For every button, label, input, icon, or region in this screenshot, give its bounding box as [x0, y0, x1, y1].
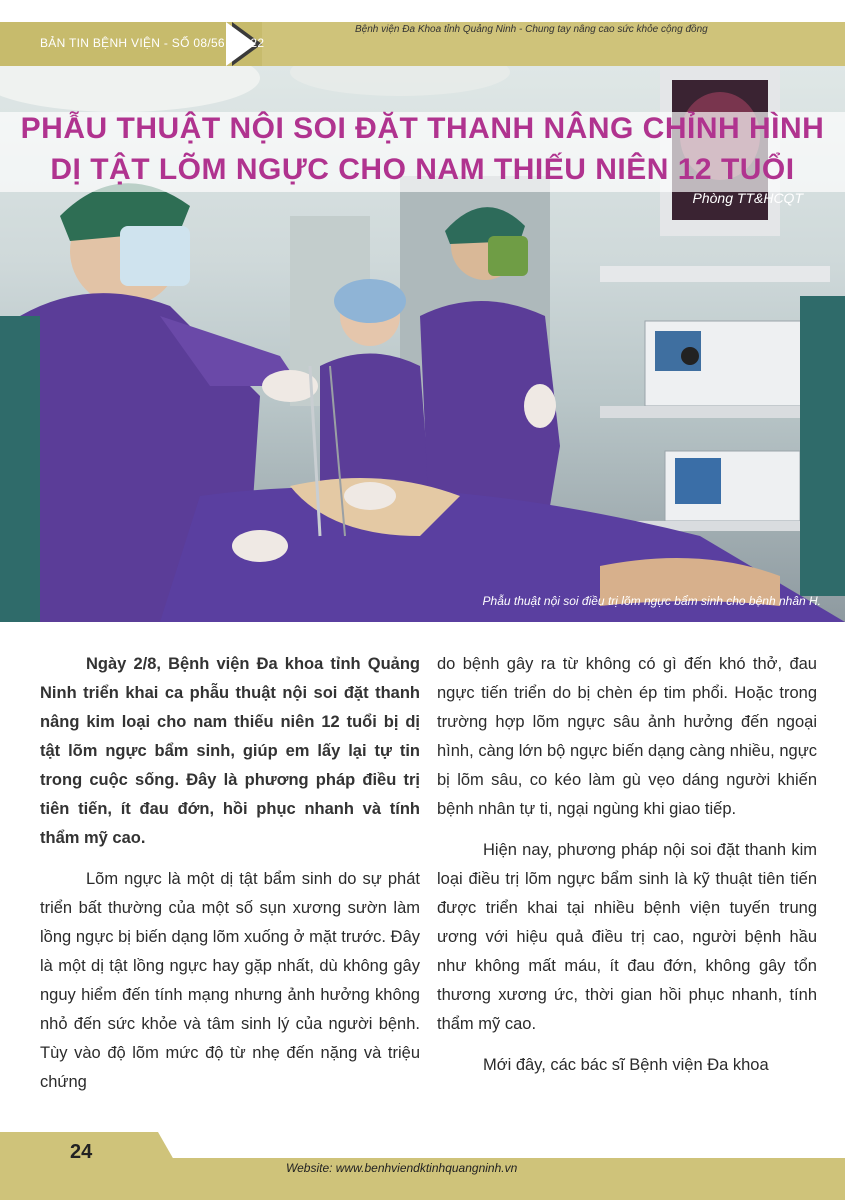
- photo-caption: Phẫu thuật nội soi điều trị lõm ngực bẩm sinh cho bệnh nhân H.: [482, 594, 821, 608]
- issue-label: BẢN TIN BỆNH VIỆN - SỐ 08/56 - 2022: [40, 36, 265, 50]
- article-title-line-2: DỊ TẬT LÕM NGỰC CHO NAM THIẾU NIÊN 12 TUỔI: [50, 153, 795, 186]
- article-paragraph-1-continued: do bệnh gây ra từ không có gì đến khó thở, đau ngực tiến triển do bị chèn ép tim phổi. Hoặc trong trường hợp lõm ngực sâu ảnh hưởng đến ngoại hình, càng lớn bộ ngực biến dạng càng nhiều, ngực bị lõm sâu, co kéo làm gù vẹo dáng người khiến bệnh nhân tự ti, ngại ngùng khi giao tiếp.: [437, 655, 817, 818]
- website-footer: Website: www.benhviendktinhquangninh.vn: [286, 1161, 518, 1175]
- article-paragraph-2: Hiện nay, phương pháp nội soi đặt thanh kim loại điều trị lõm ngực bẩm sinh là kỹ thuật tiên tiến được triển khai tại nhiều bệnh viện tuyến trung ương với hiệu quả điều trị cao, người bệnh hầu như không mất máu, ít đau đớn, không gây tổn thương xương ức, thời gian hồi phục nhanh, tính thẩm mỹ cao.: [437, 841, 817, 1033]
- footer-tab-slope: [158, 1132, 182, 1174]
- article-paragraph-3: Mới đây, các bác sĩ Bệnh viện Đa khoa: [483, 1056, 769, 1074]
- page-number: 24: [70, 1141, 93, 1163]
- article-lead: Ngày 2/8, Bệnh viện Đa khoa tỉnh Quảng Ninh triển khai ca phẫu thuật nội soi đặt thanh nâng kim loại cho nam thiếu niên 12 tuổi bị dị tật lõm ngực bẩm sinh, giúp em lấy lại tự tin trong cuộc sống. Đây là phương pháp điều trị tiên tiến, ít đau đớn, hồi phục nhanh và tính thẩm mỹ cao.: [40, 655, 420, 847]
- article-column-left: [40, 650, 420, 1109]
- article-column-right: [437, 650, 817, 1092]
- article-title: [0, 108, 845, 190]
- article-title-line-1: PHẪU THUẬT NỘI SOI ĐẶT THANH NÂNG CHỈNH HÌNH: [20, 112, 825, 145]
- article-paragraph-1: Lõm ngực là một dị tật bẩm sinh do sự phát triển bất thường của một số sụn xương sườn làm lồng ngực bị biến dạng lõm xuống ở mặt trước. Đây là một dị tật lồng ngực hay gặp nhất, dù không gây nguy hiểm đến tính mạng nhưng ảnh hưởng không nhỏ đến sức khỏe và tâm sinh lý của người bệnh. Tùy vào độ lõm mức độ từ nhẹ đến nặng và triệu chứng: [40, 870, 420, 1091]
- article-byline: Phòng TT&HCQT: [692, 190, 803, 206]
- hospital-tagline: Bệnh viện Đa Khoa tỉnh Quảng Ninh - Chung tay nâng cao sức khỏe cộng đồng: [355, 24, 708, 35]
